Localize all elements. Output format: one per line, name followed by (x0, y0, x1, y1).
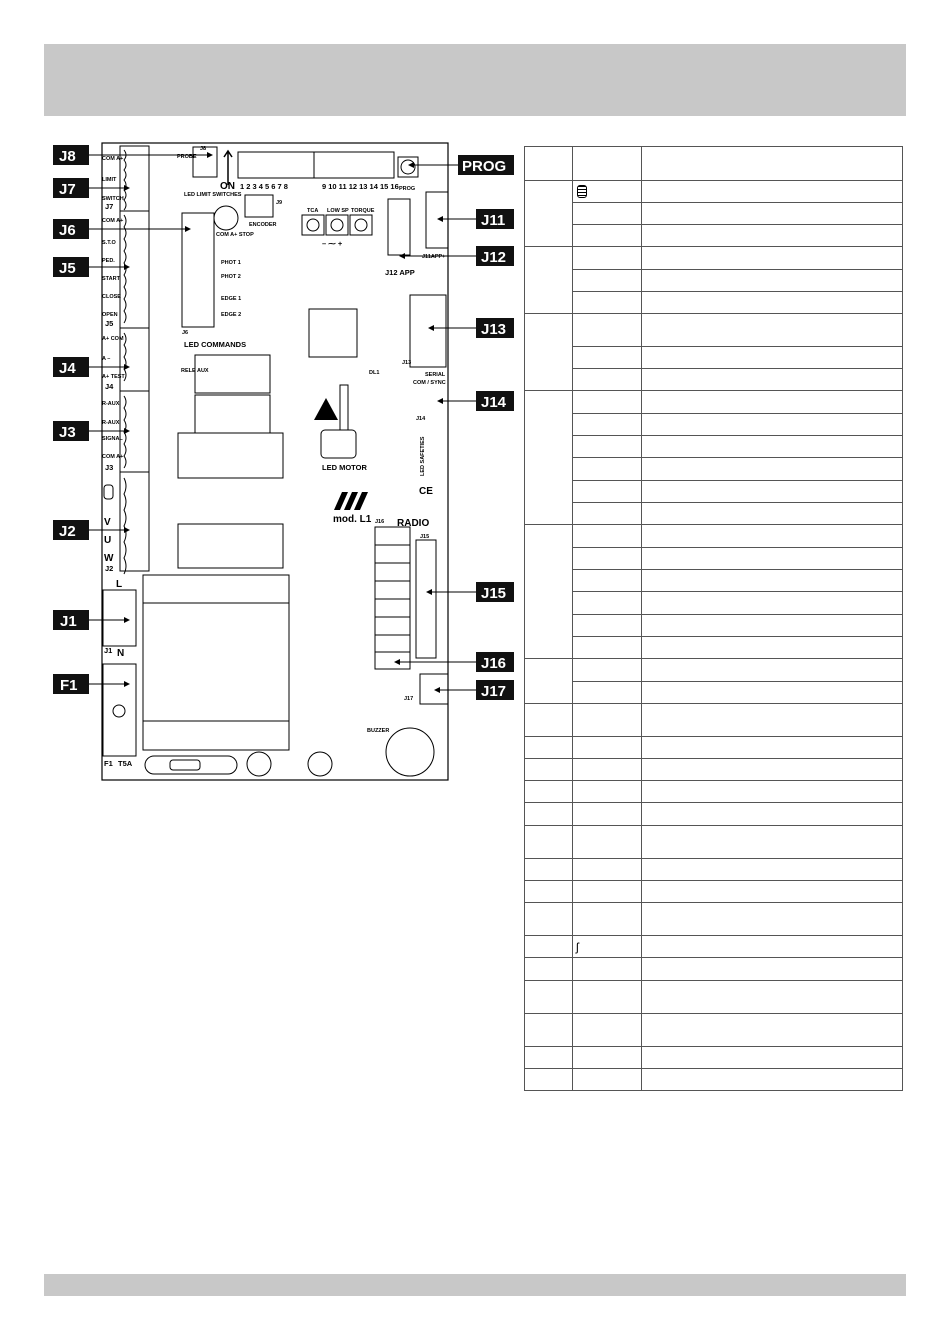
svg-text:LOW SP: LOW SP (327, 208, 349, 214)
svg-text:PROG: PROG (399, 186, 416, 192)
svg-text:J7: J7 (105, 202, 114, 211)
table-row (525, 503, 903, 525)
svg-text:LED LIMIT SWITCHES: LED LIMIT SWITCHES (184, 192, 242, 198)
tag-j13 (428, 318, 514, 338)
table-row (525, 592, 903, 615)
table-row (525, 570, 903, 592)
svg-text:N: N (117, 648, 125, 659)
svg-text:J12: J12 (481, 249, 507, 266)
table-row (525, 225, 903, 247)
svg-text:S.T.O: S.T.O (102, 240, 116, 246)
tag-j8 (53, 145, 213, 165)
table-row (525, 1069, 903, 1091)
svg-text:PHOT 2: PHOT 2 (221, 274, 241, 280)
svg-text:J13: J13 (402, 360, 412, 366)
table-row (525, 737, 903, 759)
svg-text:F1: F1 (104, 759, 113, 768)
table-row (525, 347, 903, 369)
table-row (525, 369, 903, 391)
svg-text:V: V (104, 517, 111, 528)
table-row (525, 147, 903, 181)
svg-text:COM A+: COM A+ (102, 218, 124, 224)
svg-text:J3: J3 (105, 463, 114, 472)
svg-text:J4: J4 (59, 360, 76, 377)
tag-f1 (53, 674, 130, 694)
table-row (525, 759, 903, 781)
table-row (525, 548, 903, 570)
svg-text:PHOT 1: PHOT 1 (221, 260, 241, 266)
table-row (525, 781, 903, 803)
svg-text:J11: J11 (481, 212, 506, 229)
svg-text:CLOSE: CLOSE (102, 294, 121, 300)
terminal-labels (102, 156, 133, 768)
svg-text:COM A+ STOP: COM A+ STOP (216, 232, 254, 238)
svg-text:J8: J8 (200, 146, 207, 152)
svg-text:LIMIT: LIMIT (102, 177, 117, 183)
svg-text:PROBE: PROBE (177, 154, 197, 160)
svg-text:TCA: TCA (307, 208, 319, 214)
esd-warning-icon (314, 398, 338, 420)
svg-text:J11APP+: J11APP+ (422, 254, 446, 260)
board-diagram (0, 0, 520, 800)
svg-text:RELE AUX: RELE AUX (181, 368, 209, 374)
svg-text:J1: J1 (60, 613, 77, 630)
table-row (525, 981, 903, 1014)
svg-text:W: W (104, 553, 114, 564)
table-row (525, 181, 903, 203)
svg-text:PED.: PED. (102, 258, 115, 264)
svg-text:EDGE 1: EDGE 1 (221, 296, 242, 302)
table-row (525, 436, 903, 458)
tag-j7 (53, 178, 130, 198)
tag-j16 (394, 652, 514, 672)
svg-text:mod. L1: mod. L1 (333, 514, 372, 525)
table-row (525, 903, 903, 936)
table-row (525, 637, 903, 659)
svg-text:SIGNAL: SIGNAL (102, 436, 123, 442)
svg-text:J1: J1 (104, 646, 113, 655)
svg-text:COM A+: COM A+ (102, 156, 124, 162)
svg-text:9 10 11 12 13 14 15 16: 9 10 11 12 13 14 15 16 (322, 182, 399, 191)
svg-text:J8: J8 (59, 148, 76, 165)
table-row (525, 1014, 903, 1047)
dip-switch-area (177, 146, 418, 248)
table-row (525, 292, 903, 314)
table-row (525, 247, 903, 270)
svg-text:J9: J9 (276, 200, 283, 206)
table-row (525, 803, 903, 826)
svg-text:ON: ON (220, 181, 235, 192)
svg-text:J12 APP: J12 APP (385, 268, 415, 277)
svg-text:J6: J6 (59, 222, 76, 239)
svg-text:J2: J2 (105, 564, 114, 573)
svg-text:L: L (116, 579, 123, 590)
table-row (525, 826, 903, 859)
tag-prog (408, 155, 514, 175)
svg-text:J17: J17 (404, 696, 414, 702)
remote-icon (577, 185, 587, 198)
svg-text:CE: CE (419, 486, 433, 497)
table-row (525, 704, 903, 737)
svg-text:LED SAFETIES: LED SAFETIES (420, 436, 426, 476)
tag-j5 (53, 257, 130, 277)
svg-text:J13: J13 (481, 321, 507, 338)
svg-text:TORQUE: TORQUE (351, 208, 375, 214)
svg-text:PROG: PROG (462, 158, 507, 175)
svg-text:RADIO: RADIO (397, 518, 430, 529)
tag-j15 (426, 582, 514, 602)
table-row (525, 203, 903, 225)
table-row (525, 615, 903, 637)
table-row (525, 881, 903, 903)
svg-text:– ⁓ +: – ⁓ + (322, 239, 343, 248)
svg-text:J14: J14 (416, 416, 426, 422)
svg-text:J16: J16 (375, 519, 385, 525)
svg-text:J6: J6 (182, 330, 189, 336)
svg-text:J17: J17 (481, 683, 507, 700)
svg-text:F1: F1 (60, 677, 78, 694)
svg-text:COM / SYNC: COM / SYNC (413, 380, 446, 386)
svg-text:R-AUX: R-AUX (102, 420, 120, 426)
svg-text:T5A: T5A (118, 759, 133, 768)
svg-text:J15: J15 (481, 585, 507, 602)
svg-text:U: U (104, 535, 112, 546)
svg-text:J5: J5 (59, 260, 76, 277)
table-row (525, 270, 903, 292)
table-row (525, 958, 903, 981)
svg-text:J3: J3 (59, 424, 76, 441)
svg-text:SERIAL: SERIAL (425, 372, 446, 378)
center-components (143, 309, 434, 776)
table-row (525, 936, 903, 958)
table-row (525, 314, 903, 347)
footer-band (44, 1274, 906, 1296)
svg-text:OPEN: OPEN (102, 312, 118, 318)
svg-text:J7: J7 (59, 181, 76, 198)
lamp-icon: ʃ (576, 939, 579, 954)
svg-text:LED COMMANDS: LED COMMANDS (184, 340, 247, 349)
svg-text:J5: J5 (105, 319, 114, 328)
svg-text:DL1: DL1 (369, 370, 380, 376)
svg-text:R-AUX: R-AUX (102, 401, 120, 407)
svg-text:START: START (102, 276, 120, 282)
brand-logo (334, 492, 368, 510)
table-row (525, 481, 903, 503)
svg-text:J2: J2 (59, 523, 76, 540)
tag-j1 (53, 610, 130, 630)
table-row (525, 1047, 903, 1069)
svg-text:J14: J14 (481, 394, 507, 411)
tag-j17 (434, 680, 514, 700)
svg-text:BUZZER: BUZZER (367, 728, 390, 734)
svg-text:1 2 3 4 5 6 7 8: 1 2 3 4 5 6 7 8 (240, 182, 288, 191)
svg-text:J15: J15 (420, 534, 430, 540)
terminal-table (524, 146, 903, 1091)
table-row (525, 458, 903, 481)
svg-text:J16: J16 (481, 655, 507, 672)
table-row (525, 859, 903, 881)
table-row (525, 682, 903, 704)
svg-text:A+ COM: A+ COM (102, 336, 124, 342)
svg-text:A –: A – (102, 356, 111, 362)
table-row (525, 414, 903, 436)
svg-text:COM A+: COM A+ (102, 454, 124, 460)
svg-text:EDGE 2: EDGE 2 (221, 312, 242, 318)
svg-text:ENCODER: ENCODER (249, 222, 277, 228)
table-row (525, 525, 903, 548)
svg-text:A+ TEST: A+ TEST (102, 374, 125, 380)
table-row (525, 659, 903, 682)
svg-text:J4: J4 (105, 382, 114, 391)
svg-text:SWITCH: SWITCH (102, 196, 124, 202)
tag-j2 (53, 520, 130, 540)
terminal-blocks (103, 146, 149, 756)
tag-j12 (399, 246, 514, 266)
svg-text:LED MOTOR: LED MOTOR (322, 463, 367, 472)
table-row (525, 391, 903, 414)
